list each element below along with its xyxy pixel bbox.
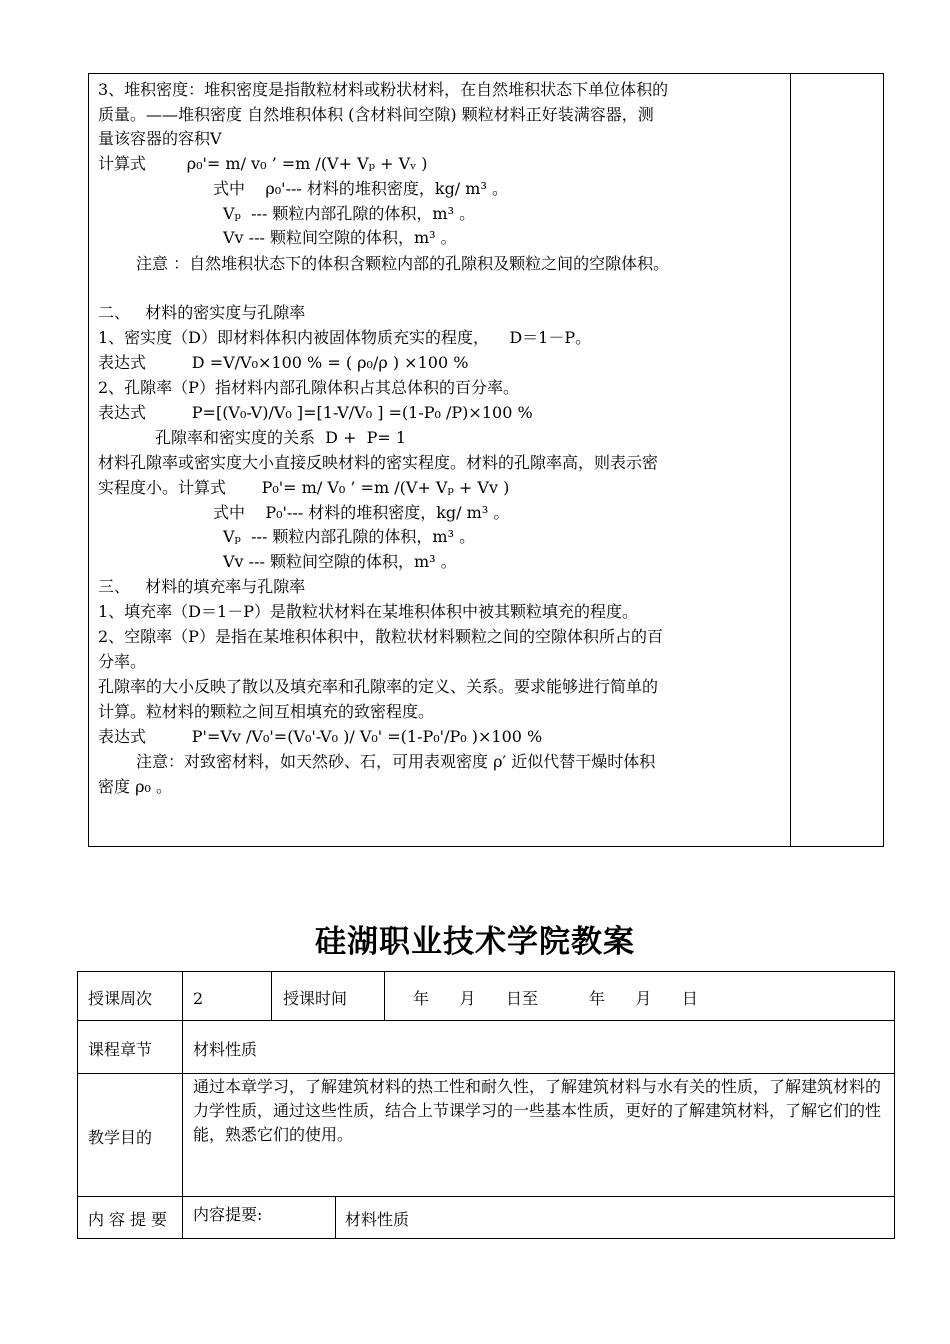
row-divider: [77, 1196, 895, 1197]
text-line: 1、填充率（D＝1－P）是散粒状材料在某堆积体积中被其颗粒填充的程度。: [98, 602, 638, 621]
column-divider: [271, 971, 272, 1021]
note-line: 密度 ρ₀ 。: [98, 777, 172, 796]
note-line: 注意：对致密材料，如天然砂、石，可用表观密度 ρ′ 近似代替干燥时体积: [136, 752, 656, 771]
formula-line: Vₚ --- 颗粒内部孔隙的体积，m³ 。: [223, 204, 476, 223]
formula-line: 表达式 P=[(V₀-V)/V₀ ]=[1-V/V₀ ] =(1-P₀ /P)×100 %: [98, 403, 533, 422]
column-divider: [335, 1196, 336, 1239]
goal-label: 教学目的: [88, 1128, 153, 1147]
text-line: 2、孔隙率（P）指材料内部孔隙体积占其总体积的百分率。: [98, 378, 519, 397]
text-line: 1、密实度（D）即材料体积内被固体物质充实的程度， D＝1－P。: [98, 328, 592, 347]
section-heading: 二、 材料的密实度与孔隙率: [98, 303, 306, 322]
row-divider: [77, 1020, 895, 1021]
chapter-value: 材料性质: [193, 1040, 258, 1059]
text-line: 量该容器的容积V: [98, 129, 222, 148]
chapter-label: 课程章节: [88, 1040, 153, 1059]
formula-line: 表达式 P'=Vv /V₀'=(V₀'-V₀ )/ V₀' =(1-P₀'/P₀ )×100 %: [98, 727, 543, 746]
text-line: 质量。——堆积密度 自然堆积体积 (含材料间空隙) 颗粒材料正好装满容器，测: [98, 105, 654, 124]
week-label: 授课周次: [88, 989, 153, 1008]
text-line: 孔隙率的大小反映了散以及填充率和孔隙率的定义、关系。要求能够进行简单的: [98, 677, 659, 696]
formula-line: 式中 P₀'--- 材料的堆积密度，kg/ m³ 。: [213, 503, 510, 522]
formula-line: 计算式 ρ₀'= m/ v₀ ’ =m /(V+ Vₚ + Vᵥ ): [98, 154, 428, 173]
formula-line: 式中 ρ₀'--- 材料的堆积密度，kg/ m³ 。: [213, 179, 508, 198]
column-divider: [182, 971, 183, 1239]
formula-line: Vv --- 颗粒间空隙的体积，m³ 。: [223, 552, 457, 571]
text-line: 计算。粒材料的颗粒之间互相填充的致密程度。: [98, 702, 435, 721]
column-divider: [384, 971, 385, 1021]
text-line: 分率。: [98, 652, 147, 671]
text-line: 3、堆积密度：堆积密度是指散粒材料或粉状材料，在自然堆积状态下单位体积的: [98, 80, 669, 99]
note-line: 注意 ：自然堆积状态下的体积含颗粒内部的孔隙积及颗粒之间的空隙体积。: [136, 254, 670, 273]
summary-value: 材料性质: [345, 1210, 410, 1229]
section-heading: 三、 材料的填充率与孔隙率: [98, 577, 306, 596]
formula-line: Vₚ --- 颗粒内部孔隙的体积，m³ 。: [223, 527, 476, 546]
upper-column-divider: [790, 73, 791, 847]
time-label: 授课时间: [283, 989, 348, 1008]
time-value: 年 月 日至 年 月 日: [413, 989, 698, 1008]
formula-line: 孔隙率和密实度的关系 D + P= 1: [155, 428, 407, 447]
page-title: 硅湖职业技术学院教案: [315, 924, 635, 960]
row-divider: [77, 1073, 895, 1074]
text-line: 实程度小。计算式 P₀'= m/ V₀ ’ =m /(V+ Vₚ + Vv ): [98, 478, 510, 497]
formula-line: 表达式 D =V/V₀×100 % = ( ρ₀/ρ ) ×100 %: [98, 353, 469, 372]
text-line: 2、空隙率（P）是指在某堆积体积中，散粒状材料颗粒之间的空隙体积所占的百: [98, 627, 663, 646]
week-value: 2: [193, 989, 204, 1008]
formula-line: Vv --- 颗粒间空隙的体积，m³ 。: [223, 228, 457, 247]
text-line: 材料孔隙率或密实度大小直接反映材料的密实程度。材料的孔隙率高，则表示密: [98, 453, 659, 472]
goal-value: 通过本章学习，了解建筑材料的热工性和耐久性，了解建筑材料与水有关的性质，了解建筑材料的力学性质，通过这些性质，结合上节课学习的一些基本性质，更好的了解建筑材料，了解它们的性能，熟悉它们的使用。: [193, 1077, 882, 1144]
summary-sub-label: 内容提要:: [193, 1205, 263, 1224]
summary-label: 内容提要: [88, 1210, 173, 1229]
